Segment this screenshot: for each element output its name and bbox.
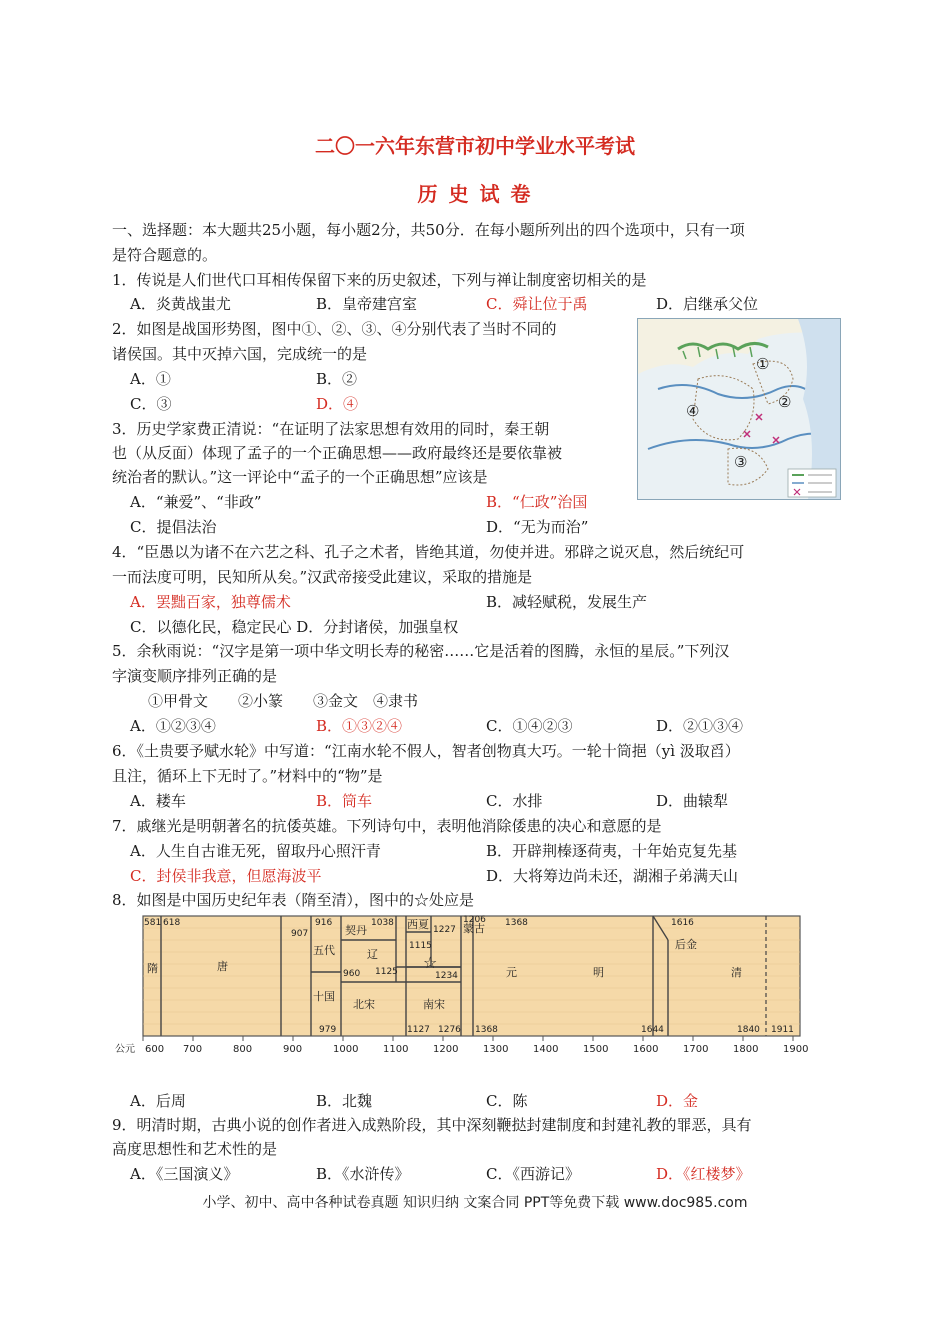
q5-option-a: A．①②③④: [130, 717, 216, 735]
year-618: 618: [163, 918, 181, 928]
q5-stem-2: 字演变顺序排列正确的是: [112, 667, 278, 685]
year-979: 979: [319, 1025, 337, 1035]
axis-tick-label: 1900: [783, 1044, 809, 1055]
q8-option-c: C．陈: [486, 1092, 528, 1110]
q9-option-c: C．《西游记》: [486, 1165, 580, 1183]
axis-tick-label: 1800: [733, 1044, 759, 1055]
year-1616: 1616: [671, 918, 694, 928]
year-1644: 1644: [641, 1025, 664, 1035]
year-1840: 1840: [737, 1025, 760, 1035]
intro-line-2: 是符合题意的。: [112, 246, 218, 264]
dynasty-beisong: 北宋: [353, 998, 375, 1011]
axis-tick-label: 1200: [433, 1044, 459, 1055]
axis-tick-label: 900: [283, 1044, 303, 1055]
year-1227: 1227: [433, 925, 456, 935]
page-footer: 小学、初中、高中各种试卷真题 知识归纳 文案合同 PPT等免费下载 www.doc985.com: [202, 1195, 748, 1211]
q1-option-a: A．炎黄战蚩尤: [130, 295, 231, 313]
q2-stem-2: 诸侯国。其中灭掉六国，完成统一的是: [112, 345, 368, 363]
q2-option-d: D．④: [316, 395, 359, 413]
q6-option-d: D．曲辕犁: [656, 792, 729, 810]
chronology-graphic: [113, 912, 813, 1062]
q1-stem: 1．传说是人们世代口耳相传保留下来的历史叙述，下列与禅让制度密切相关的是: [112, 271, 647, 289]
axis-tick-label: 1500: [583, 1044, 609, 1055]
q7-option-c: C．封侯非我意，但愿海波平: [130, 867, 322, 885]
q5-option-c: C．①④②③: [486, 717, 573, 735]
q3-option-b: B．“仁政”治国: [486, 493, 588, 511]
axis-tick-label: 1300: [483, 1044, 509, 1055]
dynasty-liao: 辽: [367, 948, 378, 961]
q3-option-a: A．“兼爱”、“非政”: [130, 493, 262, 511]
q6-option-c: C．水排: [486, 792, 543, 810]
dynasty-yuan: 元: [506, 966, 517, 979]
year-1368-bottom: 1368: [475, 1025, 498, 1035]
dynasty-xixia: 西夏: [407, 918, 429, 931]
q9-option-d: D．《红楼梦》: [656, 1165, 751, 1183]
dynasty-qidan: 契丹: [345, 924, 367, 937]
q3-stem-2: 也（从反面）体现了孟子的一个正确思想——政府最终还是要依靠被: [112, 444, 563, 462]
map-label-4: ④: [686, 402, 700, 420]
axis-tick-label: 600: [145, 1044, 165, 1055]
q9-stem-1: 9．明清时期，古典小说的创作者进入成熟阶段，其中深刻鞭挞封建制度和封建礼教的罪恶，具有: [112, 1116, 752, 1134]
q1-option-b: B．皇帝建宫室: [316, 295, 418, 313]
year-1115: 1115: [409, 941, 432, 951]
year-960: 960: [343, 969, 361, 979]
year-1911: 1911: [771, 1025, 794, 1035]
exam-subtitle: 历 史 试 卷: [417, 182, 533, 206]
intro-line-1: 一、选择题：本大题共25小题，每小题2分，共50分．在每小题所列出的四个选项中，只有一项: [112, 221, 745, 239]
star-marker: ☆: [423, 953, 438, 972]
q8-stem: 8．如图是中国历史纪年表（隋至清），图中的☆处应是: [112, 891, 475, 909]
q4-stem-1: 4．“臣愚以为诸不在六艺之科、孔子之术者，皆绝其道，勿使并进。邪辟之说灭息，然后统纪可: [112, 543, 745, 561]
year-1125: 1125: [375, 967, 398, 977]
q4-stem-2: 一而法度可明，民知所从矣。”汉武帝接受此建议，采取的措施是: [112, 568, 533, 586]
q9-stem-2: 高度思想性和艺术性的是: [112, 1140, 278, 1158]
q7-option-b: B．开辟荆榛逐荷夷，十年始克复先基: [486, 842, 738, 860]
q5-option-b: B．①③②④: [316, 717, 403, 735]
q2-option-a: A．①: [130, 370, 171, 388]
dynasty-ming: 明: [593, 966, 604, 979]
map-label-2: ②: [778, 393, 792, 411]
warring-states-map: [637, 318, 841, 500]
year-1368-top: 1368: [505, 918, 528, 928]
q3-option-d: D．“无为而治”: [486, 518, 589, 536]
map-graphic: [638, 319, 840, 499]
map-label-1: ①: [756, 355, 770, 373]
dynasty-tang: 唐: [217, 960, 228, 973]
q9-option-b: B．《水浒传》: [316, 1165, 410, 1183]
q3-option-c: C．提倡法治: [130, 518, 217, 536]
axis-tick-label: 1000: [333, 1044, 359, 1055]
q5-option-d: D．②①③④: [656, 717, 744, 735]
q6-stem-1: 6．《土贵要予赋水轮》中写道：“江南水轮不假人，智者创物真大巧。一轮十筒挹（yì 汲取舀）: [112, 742, 740, 760]
year-1038: 1038: [371, 918, 394, 928]
axis-tick-label: 800: [233, 1044, 253, 1055]
axis-prefix: 公元: [115, 1044, 135, 1055]
dynasty-menggu: 蒙古: [463, 922, 485, 935]
axis-tick-label: 1600: [633, 1044, 659, 1055]
q8-option-a: A．后周: [130, 1092, 186, 1110]
q9-option-a: A．《三国演义》: [130, 1165, 239, 1183]
year-581: 581: [144, 918, 162, 928]
year-1206: 1206: [463, 915, 486, 925]
q2-option-c: C．③: [130, 395, 172, 413]
q8-option-d: D．金: [656, 1092, 699, 1110]
dynasty-nansong: 南宋: [423, 998, 445, 1011]
dynasty-sui: 隋: [147, 962, 158, 975]
q3-stem-1: 3．历史学家费正清说：“在证明了法家思想有效用的同时，秦王朝: [112, 420, 550, 438]
q4-option-a: A．罢黜百家，独尊儒术: [130, 593, 291, 611]
dynasty-qing: 清: [731, 966, 742, 979]
q8-option-b: B．北魏: [316, 1092, 373, 1110]
chronology-table: [113, 912, 813, 1062]
q3-stem-3: 统治者的默认。”这一评论中“孟子的一个正确思想”应该是: [112, 468, 488, 486]
q1-option-c: C．舜让位于禹: [486, 295, 588, 313]
q5-items: ①甲骨文 ②小篆 ③金文 ④隶书: [148, 692, 419, 710]
year-1234: 1234: [435, 971, 458, 981]
q1-option-d: D．启继承父位: [656, 295, 759, 313]
year-1127: 1127: [407, 1025, 430, 1035]
q6-stem-2: 且注，循环上下无时了。”材料中的“物”是: [112, 767, 383, 785]
dynasty-wudai: 五代: [313, 944, 335, 957]
axis-tick-label: 1400: [533, 1044, 559, 1055]
axis-tick-label: 700: [183, 1044, 203, 1055]
q7-stem: 7．戚继光是明朝著名的抗倭英雄。下列诗句中，表明他消除倭患的决心和意愿的是: [112, 817, 662, 835]
axis-ticks: [143, 1036, 808, 1055]
exam-title: 二〇一六年东营市初中学业水平考试: [315, 134, 635, 158]
axis-tick-label: 1100: [383, 1044, 409, 1055]
year-907: 907: [291, 929, 309, 939]
q4-option-b: B．减轻赋税，发展生产: [486, 593, 648, 611]
q6-option-b: B．筒车: [316, 792, 373, 810]
q6-option-a: A．耧车: [130, 792, 186, 810]
q2-option-b: B．②: [316, 370, 358, 388]
year-916: 916: [315, 918, 333, 928]
q5-stem-1: 5．余秋雨说：“汉字是第一项中华文明长寿的秘密……它是活着的图腾，永恒的星辰。”下列汉: [112, 642, 730, 660]
dynasty-shiguo: 十国: [313, 990, 335, 1003]
axis-tick-label: 1700: [683, 1044, 709, 1055]
q7-option-d: D．大将筹边尚未还，湖湘子弟满天山: [486, 867, 739, 885]
dynasty-houjin: 后金: [675, 938, 697, 951]
q4-option-cd: C．以德化民，稳定民心 D．分封诸侯，加强皇权: [130, 618, 459, 636]
q2-stem-1: 2．如图是战国形势图，图中①、②、③、④分别代表了当时不同的: [112, 320, 557, 338]
q7-option-a: A．人生自古谁无死，留取丹心照汗青: [130, 842, 381, 860]
year-1276: 1276: [438, 1025, 461, 1035]
map-label-3: ③: [734, 453, 748, 471]
